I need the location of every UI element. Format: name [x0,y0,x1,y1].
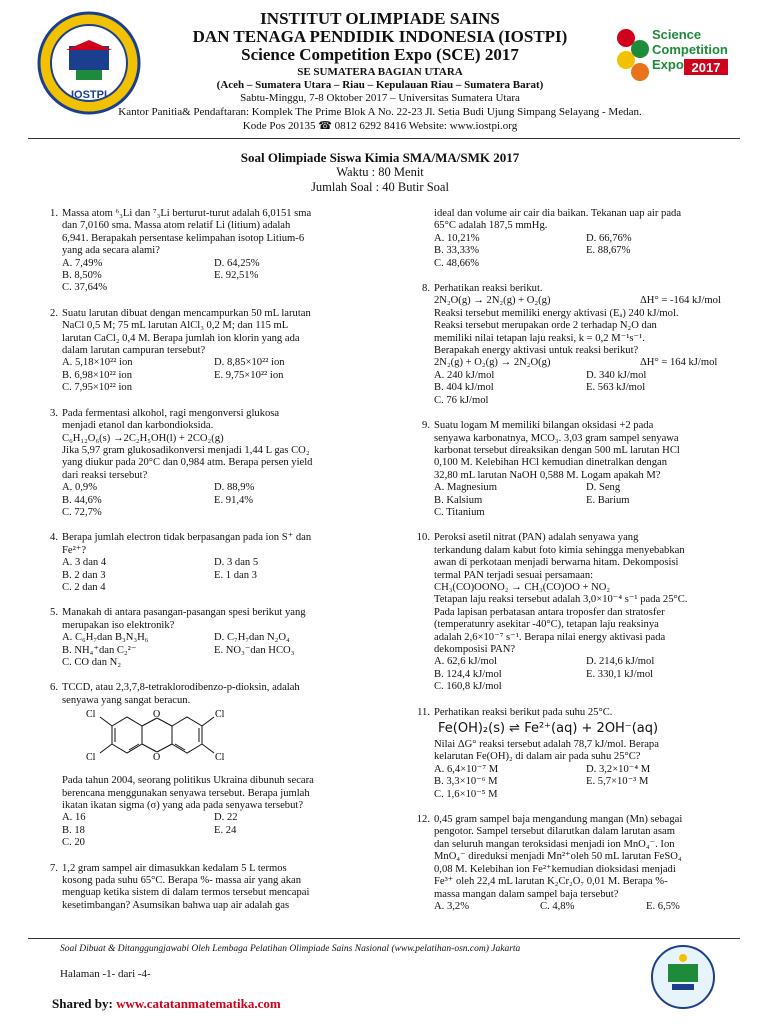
option: C. 37,64% [62,282,108,294]
option: C. 2 dan 4 [62,581,106,593]
option: E. 9,75×10²² ion [214,369,284,381]
option: D. 88,9% [214,482,255,494]
provinces: (Aceh – Sumatera Utara – Riau – Kepulauan Riau – Sumatera Barat) [216,79,544,91]
svg-text:Cl: Cl [86,752,96,764]
option: A. 5,18×10²² ion [62,357,133,369]
footer-note: Soal Dibuat & Ditanggungjawabi Oleh Lembaga Pelatihan Olimpiade Sains Nasional (www.pelatihan-osn.com) Jakarta [60,944,521,954]
region-title: SE SUMATERA BAGIAN UTARA [297,66,463,78]
option: C. 20 [62,837,85,849]
option: B. 44,6% [62,494,102,506]
footer-rule [28,938,740,939]
option: D. 64,25% [214,257,260,269]
option: E. NO₃⁻dan HCO₃ [214,644,295,656]
option: D. 22 [214,812,238,824]
shared-link[interactable]: www.catatanmatematika.com [116,996,281,1011]
option: E. 88,67% [586,245,631,257]
option: A. 7,49% [62,257,103,269]
option: D. 8,85×10²² ion [214,357,285,369]
question-7-continued: ideal dan volume air cair dia baikan. Tekanan uap air pada 65°C adalah 187,5 mmHg. A. 10,21% D. 66,76% B. 33,33% E. 88,67% C. 48,66% [408,208,740,270]
institute-name-line2: DAN TENAGA PENDIDIK INDONESIA (IOSTPI) [192,27,568,46]
question-4: 4. Berapa jumlah electron tidak berpasangan pada ion S⁺ dan Fe²⁺? A. 3 dan 4 D. 3 dan 5 B. 2 dan 3 E. 1 dan 3 C. 2 dan 4 [36,532,384,594]
question-10: 10. Peroksi asetil nitrat (PAN) adalah senyawa yang terkandung dalam kabut foto kimia sehingga menyebabkan awan di perkotaan menjadi berwarna hitam. Dekomposisi termal PAN terjadi sesuai persamaan: CH₃(CO)OONO₂ → CH₃(CO)OO + NO₂ Tetapan laju reaksi tersebut adalah 3,0×10⁻⁴ s⁻¹ pada 25°C. Pada lapisan perbatasan antara troposfer dan stratosfer (temperatunry asekitar -40°C), tetapan laju reaksinya adalah 2,6×10⁻⁷ s⁻¹. Berapa nilai energy aktivasi pada dekomposisi PAN? A. 62,6 kJ/mol D. 214,6 kJ/mol B. 124,4 kJ/mol E. 330,1 kJ/mol C. 160,8 kJ/mol [408,532,740,693]
logo-left-text: IOSTPI [70,89,108,101]
option: B. 404 kJ/mol [434,382,494,394]
question-6: 6. TCCD, atau 2,3,7,8-tetraklorodibenzo-p-dioksin, adalah senyawa yang sangat beracun. Cl Cl Cl Cl O O Pada tahun 2004, seorang politikus Ukraina dibunuh secara berencana menggunakan senyawa tersebut. Berapa jumlah ikatan ikatan sigma (σ) yang ada pada senyawa tersebut? A. 16 D. 22 B. 18 E. 24 C. 20 [36,682,384,849]
left-column [36,208,384,925]
option: A. 240 kJ/mol [434,369,495,381]
option: A. Magnesium [434,482,497,494]
institute-name-line1: INSTITUT OLIMPIADE SAINS [260,9,500,28]
question-11: 11. Perhatikan reaksi berikut pada suhu 25°C. Fe(OH)₂(s) ⇌ Fe²⁺(aq) + 2OH⁻(aq) Nilai ΔG° reaksi tersebut adalah 78,7 kJ/mol. Berapa kelarutan Fe(OH)₂ di dalam air pada suhu 25°C? A. 6,4×10⁻⁷ M D. 3,2×10⁻⁴ M B. 3,3×10⁻⁶ M E. 5,7×10⁻³ M C. 1,6×10⁻⁵ M [408,707,740,801]
shared-by: Shared by: www.catatanmatematika.com [52,996,281,1011]
option: E. 1 dan 3 [214,569,257,581]
option: C. 160,8 kJ/mol [434,681,502,693]
option: B. 33,33% [434,245,480,257]
page-number: Halaman -1- dari -4- [60,968,151,980]
event-name: Science Competition Expo (SCE) 2017 [241,45,519,64]
svg-text:O: O [153,752,161,764]
option: C. 1,6×10⁻⁵ M [434,788,498,800]
right-column [408,208,740,926]
option: D. 66,76% [586,232,632,244]
svg-text:2017: 2017 [691,60,721,75]
option: D. 340 kJ/mol [586,369,647,381]
option: E. 92,51% [214,270,259,282]
equilibrium-equation: Fe(OH)₂(s) ⇌ Fe²⁺(aq) + 2OH⁻(aq) [438,721,659,737]
iostpi-logo [36,10,142,116]
exam-time: Waktu : 80 Menit [336,165,424,179]
option: B. 6,98×10²² ion [62,369,133,381]
option: C. 72,7% [62,506,102,518]
option: A. 0,9% [62,482,98,494]
option: A. 16 [62,812,86,824]
office-address: Kantor Panitia& Pendaftaran: Komplek The Prime Blok A No. 22-23 Jl. Setia Budi Ujung Simpang Selayang - Medan. [118,106,642,118]
svg-text:Science: Science [652,27,702,42]
question-7: 7. 1,2 gram sampel air dimasukkan kedalam 5 L termos kosong pada suhu 65°C. Berapa %- massa air yang akan menguap ketika sistem di dalam termos tersebut mencapai kesetimbangan? Asumsikan bahwa uap air adalah gas [50,862,310,911]
option: A. 6,4×10⁻⁷ M [434,763,499,775]
svg-text:O: O [153,709,161,721]
option: D. 214,6 kJ/mol [586,656,655,668]
svg-text:Cl: Cl [86,709,96,721]
question-9: 9. Suatu logam M memiliki bilangan oksidasi +2 pada senyawa karbonatnya, MCO₃. 3,03 gram sampel senyawa karbonat tersebut direaksikan dengan 500 mL larutan HCl 0,100 M. Kelebihan HCl kemudian dinetralkan dengan 32,80 mL larutan NaOH 0,588 M. Logam apakah M? A. Magnesium D. Seng B. Kalsium E. Barium C. Titanium [408,420,740,519]
question-2: 2. Suatu larutan dibuat dengan mencampurkan 50 mL larutan NaCl 0,5 M; 75 mL larutan AlCl₃ 0,2 M; dan 115 mL larutan CaCl₂ 0,4 M. Berapa jumlah ion klorin yang ada dalam larutan campuran tersebut? A. 5,18×10²² ion D. 8,85×10²² ion B. 6,98×10²² ion E. 9,75×10²² ion C. 7,95×10²² ion [36,308,384,395]
contact-info: Kode Pos 20135 ☎ 0812 6292 8416 Website: www.iostpi.org [242,120,518,132]
option: D. 3,2×10⁻⁴ M [586,763,651,775]
option: B. NH₄⁺dan C₂²⁻ [62,644,137,656]
option: C. CO dan N₂ [62,657,122,668]
option: B. 8,50% [62,270,102,282]
option: D. C₇H₇dan N₂O₄ [214,632,290,644]
option: B. Kalsium [434,494,483,506]
exam-title: Soal Olimpiade Siswa Kimia SMA/MA/SMK 2017 [240,150,520,165]
option: A. 3,2% [434,900,470,912]
svg-text:Competition: Competition [652,42,728,57]
option: E. 6,5% [646,900,680,912]
option: E. 91,4% [214,494,254,506]
svg-text:Expo: Expo [652,57,684,72]
exam-count: Jumlah Soal : 40 Butir Soal [311,180,449,194]
option: C. 7,95×10²² ion [62,382,133,394]
pelatihan-osn-badge [650,944,716,1010]
tcdd-structure-diagram [82,708,262,774]
option: E. 563 kJ/mol [586,382,646,394]
option: E. 24 [214,824,237,836]
option: E. Barium [586,494,630,506]
option: D. Seng [586,482,621,494]
event-date: Sabtu-Minggu, 7-8 Oktober 2017 – Universitas Sumatera Utara [240,92,520,104]
option: C. 48,66% [434,257,480,269]
option: B. 18 [62,824,85,836]
question-8: 8. Perhatikan reaksi berikut. 2N₂O(g) → 2N₂(g) + O₂(g) ΔH° = -164 kJ/mol Reaksi tersebut memiliki energy aktivasi (Eₐ) 240 kJ/mol. Reaksi tersebut merupakan orde 2 terhadap N₂O dan memiliki nilai tetapan laju reaksi, k = 0,2 M⁻¹s⁻¹. Berapakah energy aktivasi untuk reaksi berikut? 2N₂(g) + O₂(g) → 2N₂O(g) ΔH° = 164 kJ/mol A. 240 kJ/mol D. 340 kJ/mol B. 404 kJ/mol E. 563 kJ/mol C. 76 kJ/mol [408,283,740,407]
option: B. 2 dan 3 [62,569,106,581]
option: B. 3,3×10⁻⁶ M [434,776,498,788]
option: E. 330,1 kJ/mol [586,668,654,680]
option: E. 5,7×10⁻³ M [586,776,649,788]
header-rule [28,138,740,139]
svg-text:Cl: Cl [215,709,225,721]
question-5: 5. Manakah di antara pasangan-pasangan spesi berikut yang merupakan iso elektronik? A. C₆H₇dan B₃N₃H₆ D. C₇H₇dan N₂O₄ B. NH₄⁺dan C₂²⁻ E. NO₃⁻dan HCO₃ C. CO dan N₂ [36,607,384,669]
option: C. 76 kJ/mol [434,394,489,406]
option: A. 62,6 kJ/mol [434,656,497,668]
option: D. 3 dan 5 [214,557,259,569]
sce-logo [612,22,730,92]
question-12: 12. 0,45 gram sampel baja mengandung mangan (Mn) sebagai pengotor. Sampel tersebut dilarutkan dalam larutan asam dan seluruh mangan teroksidasi menjadi ion MnO₄⁻. Ion MnO₄⁻ direduksi menjadi Mn²⁺oleh 50 mL larutan FeSO₄ 0,08 M. Kelebihan ion Fe²⁺kemudian dioksidasi menjadi Fe³⁺ oleh 22,4 mL larutan K₂Cr₂O₇ 0,01 M. Berapa %- massa mangan dalam sampel baja tersebut? A. 3,2% C. 4,8% E. 6,5% [416,814,683,912]
option: B. 124,4 kJ/mol [434,668,502,680]
option: C. Titanium [434,506,485,518]
option: A. C₆H₇dan B₃N₃H₆ [62,632,149,644]
svg-text:Cl: Cl [215,752,225,764]
option: A. 10,21% [434,232,480,244]
question-1: 1. Massa atom ⁶₃Li dan ⁷₃Li berturut-turut adalah 6,0151 sma dan 7,0160 sma. Massa atom relatif Li (litium) adalah 6,941. Berapakah persentase kelimpahan isotop Litium-6 yang ada secara alami? A. 7,49% D. 64,25% B. 8,50% E. 92,51% C. 37,64% [36,208,384,295]
question-3: 3. Pada fermentasi alkohol, ragi mengonversi glukosa menjadi etanol dan karbondioksida. C₆H₁₂O₆(s) →2C₂H₅OH(l) + 2CO₂(g) Jika 5,97 gram glukosadikonversi menjadi 1,44 L gas CO₂ yang diukur pada 20°C dan 0,984 atm. Berapa persen yield dari reaksi tersebut? A. 0,9% D. 88,9% B. 44,6% E. 91,4% C. 72,7% [36,408,384,520]
option: A. 3 dan 4 [62,557,107,569]
option: C. 4,8% [540,900,575,912]
